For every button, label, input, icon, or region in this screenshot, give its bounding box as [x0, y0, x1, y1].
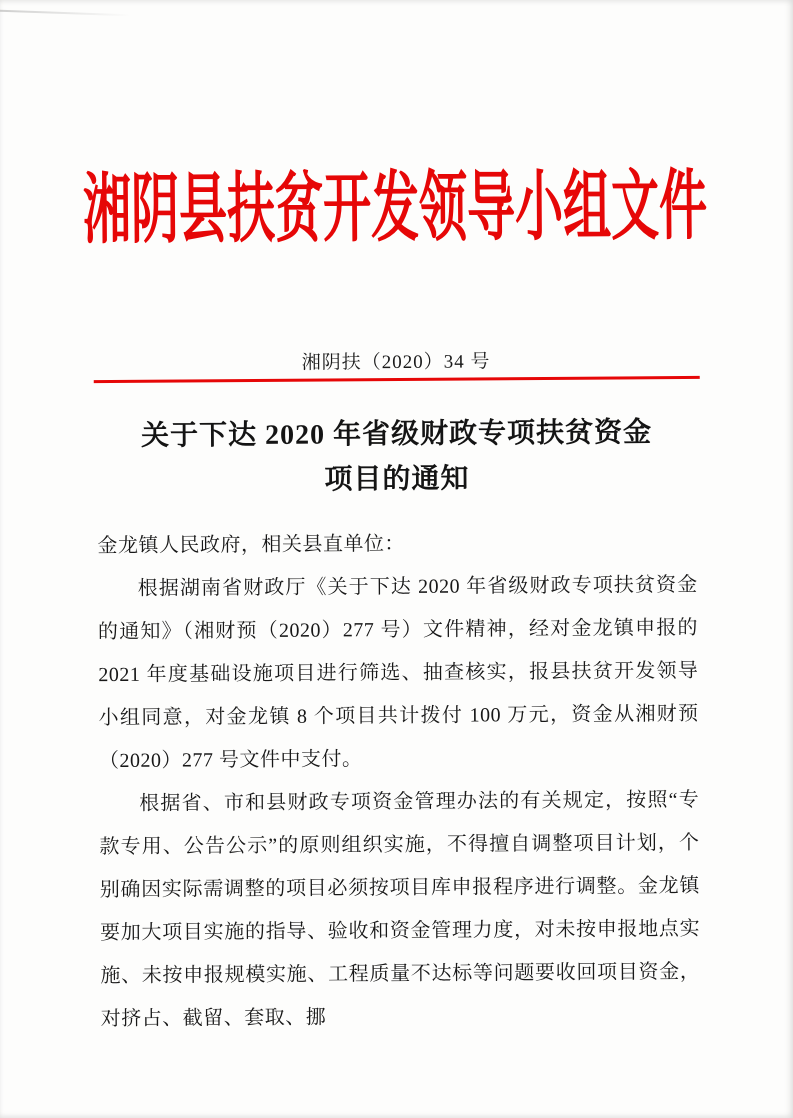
red-divider-line: [93, 376, 699, 383]
document-header-title: 湘阴县扶贫开发领导小组文件: [82, 164, 708, 254]
document-title-line-1: 关于下达 2020 年省级财政专项扶贫资金: [141, 417, 653, 452]
body-paragraph-1: 根据湖南省财政厅《关于下达 2020 年省级财政专项扶贫资金的通知》（湘财预（2020）277 号）文件精神，经对金龙镇申报的 2021 年度基础设施项目进行筛选、抽查核实，报县扶贫开发领导小组同意，对金龙镇 8 个项目共计拨付 100 万元，资金从湘财预（2020）277 号文件中支付。: [97, 574, 699, 773]
document-title: [0, 410, 793, 505]
document-title-line-2: 项目的通知: [324, 463, 470, 496]
salutation-line: 金龙镇人民政府，相关县直单位：: [97, 533, 405, 558]
document-reference-number: 湘阴扶（2020）34 号: [301, 351, 491, 374]
document-body: [97, 521, 701, 1041]
body-paragraph-2: 根据省、市和县财政专项资金管理办法的有关规定，按照“专款专用、公告公示”的原则组织实施，不得擅自调整项目计划，个别确因实际需调整的项目必须按项目库申报程序进行调整。金龙镇要加大项目实施的指导、验收和资金管理力度，对未按申报地点实施、未按申报规模实施、工程质量不达标等问题要收回项目资金，对挤占、截留、套取、挪: [99, 789, 701, 1031]
